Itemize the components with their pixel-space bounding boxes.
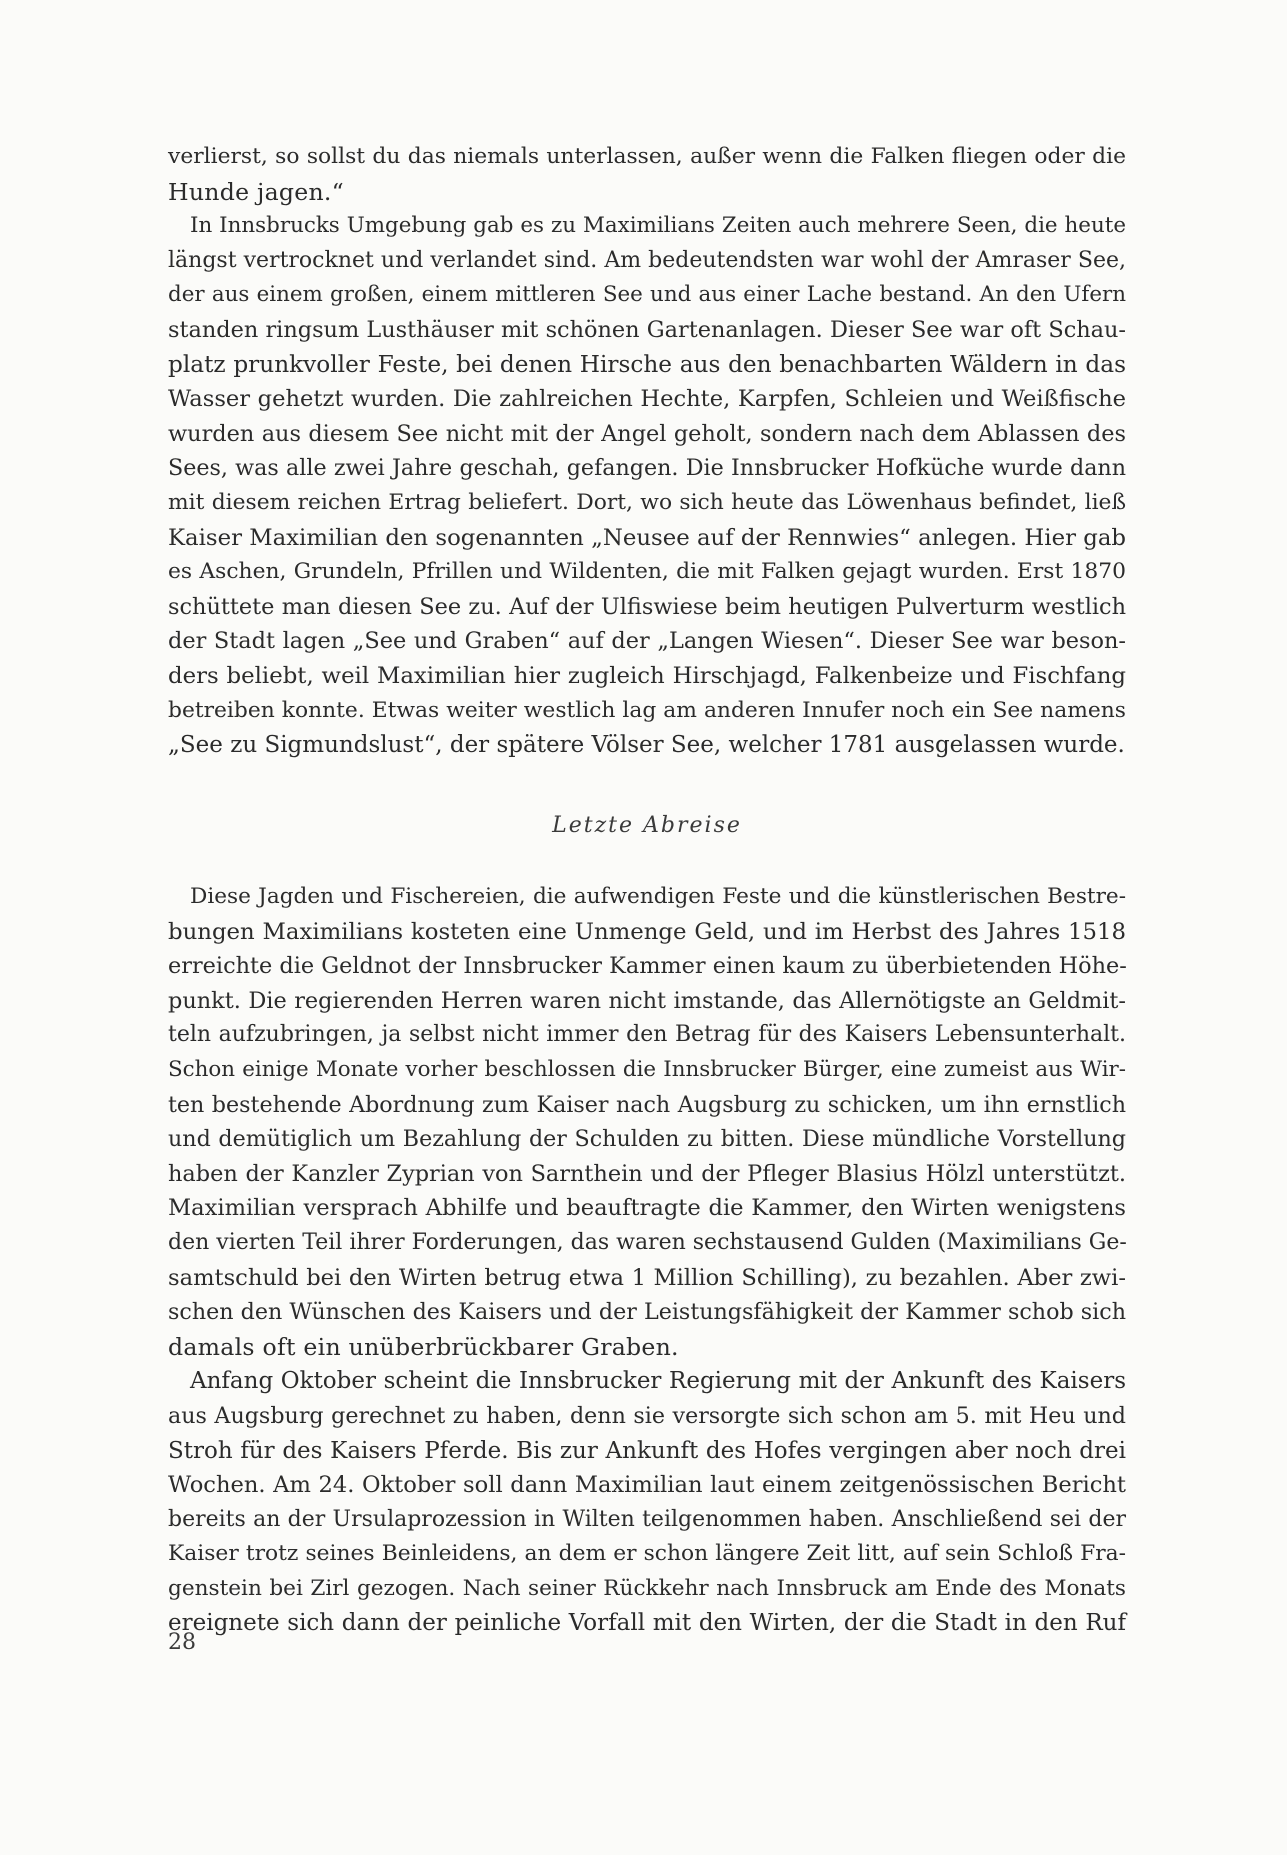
text-line: Stroh für des Kaisers Pferde. Bis zur Ankunft des Hofes vergingen aber noch drei	[168, 1437, 1126, 1464]
text-line: verlierst, so sollst du das niemals unterlassen, außer wenn die Falken fliegen oder die	[168, 144, 1126, 169]
text-line: wurden aus diesem See nicht mit der Angel geholt, sondern nach dem Ablassen des	[168, 420, 1126, 447]
page-number: 28	[168, 1630, 196, 1655]
text-line: ders beliebt, weil Maximilian hier zugleich Hirschjagd, Falkenbeize und Fischfang	[168, 662, 1126, 689]
text-line: Kaiser Maximilian den sogenannten „Neusee auf der Rennwies“ anlegen. Hier gab	[168, 524, 1126, 551]
text-line: erreichte die Geldnot der Innsbrucker Kammer einen kaum zu überbietenden Höhe-	[168, 953, 1127, 980]
text-line: Anfang Oktober scheint die Innsbrucker Regierung mit der Ankunft des Kaisers	[190, 1368, 1126, 1395]
text-line: damals oft ein unüberbrückbarer Graben.	[168, 1332, 679, 1361]
text-line: bungen Maximilians kosteten eine Unmenge Geld, und im Herbst des Jahres 1518	[168, 918, 1126, 945]
text-line: Kaiser trotz seines Beinleidens, an dem er schon längere Zeit litt, auf sein Schloß Fra-	[168, 1541, 1126, 1567]
text-line: schüttete man diesen See zu. Auf der Ulfiswiese beim heutigen Pulverturm westlich	[168, 593, 1126, 620]
text-line: standen ringsum Lusthäuser mit schönen Gartenanlagen. Dieser See war oft Schau-	[168, 316, 1126, 343]
text-line: Sees, was alle zwei Jahre geschah, gefangen. Die Innsbrucker Hofküche wurde dann	[168, 455, 1126, 482]
section-heading: Letzte Abreise	[552, 813, 742, 838]
text-line: Diese Jagden und Fischereien, die aufwendigen Feste und die künstlerischen Bestre-	[190, 884, 1126, 909]
text-line: Wasser gehetzt wurden. Die zahlreichen Hechte, Karpfen, Schleien und Weißfische	[168, 386, 1126, 413]
text-line: platz prunkvoller Feste, bei denen Hirsche aus den benachbarten Wäldern in das	[168, 350, 1126, 378]
text-line: Hunde jagen.“	[168, 177, 344, 206]
text-line: aus Augsburg gerechnet zu haben, denn sie versorgte sich schon am 5. mit Heu und	[168, 1402, 1126, 1429]
text-line: der Stadt lagen „See und Graben“ auf der „Langen Wiesen“. Dieser See war beson-	[168, 628, 1126, 655]
text-line: es Aschen, Grundeln, Pfrillen und Wildenten, die mit Falken gejagt wurden. Erst 1870	[168, 559, 1126, 585]
text-line: der aus einem großen, einem mittleren See und aus einer Lache bestand. An den Ufern	[168, 282, 1126, 308]
text-block-top	[168, 140, 1126, 763]
text-line: punkt. Die regierenden Herren waren nicht imstande, das Allernötigste an Geldmit-	[168, 987, 1126, 1014]
text-line: ten bestehende Abordnung zum Kaiser nach Augsburg zu schicken, um ihn ernstlich	[168, 1091, 1126, 1118]
text-line: Maximilian versprach Abhilfe und beauftragte die Kammer, den Wirten wenigstens	[168, 1195, 1126, 1222]
text-line: mit diesem reichen Ertrag beliefert. Dort, wo sich heute das Löwenhaus befindet, ließ	[168, 489, 1126, 515]
text-line: teln aufzubringen, ja selbst nicht immer den Betrag für des Kaisers Lebensunterhalt.	[168, 1022, 1126, 1048]
text-block-bottom	[168, 880, 1126, 1641]
text-line: Schon einige Monate vorher beschlossen die Innsbrucker Bürger, eine zumeist aus Wir-	[168, 1056, 1126, 1082]
text-line: bereits an der Ursulaprozession in Wilten teilgenommen haben. Anschließend sei der	[168, 1506, 1126, 1532]
text-line: genstein bei Zirl gezogen. Nach seiner Rückkehr nach Innsbruck am Ende des Monats	[168, 1575, 1126, 1601]
text-line: In Innsbrucks Umgebung gab es zu Maximilians Zeiten auch mehrere Seen, die heute	[190, 213, 1126, 239]
text-line: Wochen. Am 24. Oktober soll dann Maximilian laut einem zeitgenössischen Bericht	[168, 1472, 1126, 1499]
text-line: betreiben konnte. Etwas weiter westlich lag am anderen Innufer noch ein See namens	[168, 697, 1126, 723]
text-line: schen den Wünschen des Kaisers und der Leistungsfähigkeit der Kammer schob sich	[168, 1299, 1126, 1326]
text-line: haben der Kanzler Zyprian von Sarnthein und der Pfleger Blasius Hölzl unterstützt.	[168, 1160, 1126, 1187]
text-line: den vierten Teil ihrer Forderungen, das waren sechstausend Gulden (Maximilians Ge-	[168, 1229, 1127, 1255]
text-line: und demütiglich um Bezahlung der Schulden zu bitten. Diese mündliche Vorstellung	[168, 1126, 1126, 1153]
text-line: „See zu Sigmundslust“, der spätere Völser See, welcher 1781 ausgelassen wurde.	[168, 732, 1125, 759]
text-line: samtschuld bei den Wirten betrug etwa 1 Million Schilling), zu bezahlen. Aber zwi-	[168, 1264, 1126, 1291]
text-line: längst vertrocknet und verlandet sind. Am bedeutendsten war wohl der Amraser See,	[168, 247, 1126, 273]
text-line: ereignete sich dann der peinliche Vorfall mit den Wirten, der die Stadt in den Ruf	[168, 1610, 1126, 1637]
